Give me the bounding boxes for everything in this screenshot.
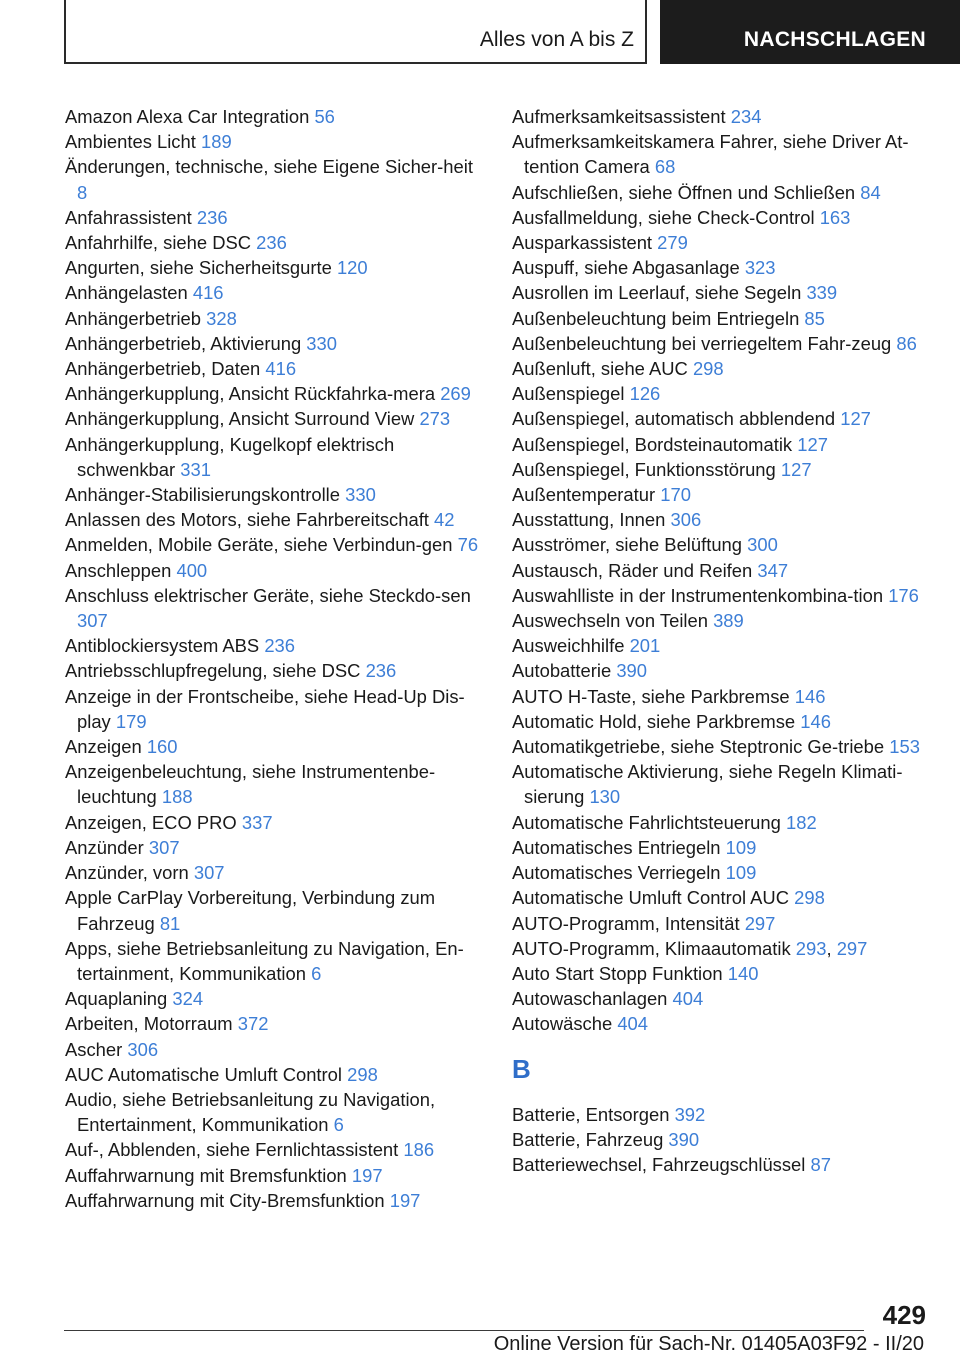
page-reference-link[interactable]: 400 (176, 559, 208, 581)
index-entry-term: Angurten, siehe Sicherheitsgurte (65, 257, 332, 279)
index-entry (512, 180, 932, 205)
index-entry (512, 1011, 932, 1036)
page-reference-link[interactable]: 328 (206, 307, 237, 329)
page-reference-link[interactable]: 189 (200, 131, 232, 153)
page-reference-link[interactable]: 146 (800, 710, 831, 732)
index-entry-term: Außenbeleuchtung bei verriegeltem Fahr‐zeug (512, 332, 892, 354)
index-entry (512, 1102, 932, 1127)
index-entry (65, 1037, 485, 1062)
index-entry-term: Anhängerbetrieb, Aktivierung (65, 332, 302, 354)
page-reference-link[interactable]: 42 (434, 509, 455, 531)
page-reference-link[interactable]: 416 (192, 282, 224, 304)
header-section-title: NACHSCHLAGEN (743, 28, 926, 51)
index-entry-term: Ambientes Licht (65, 131, 196, 153)
page-reference-link[interactable]: 127 (780, 458, 812, 480)
index-entry (512, 129, 932, 179)
page-reference-link[interactable]: 390 (668, 1128, 700, 1150)
page-reference-link[interactable]: 81 (159, 912, 181, 934)
index-entry (65, 356, 485, 381)
index-entry-term: Automatische Aktivierung, siehe Regeln Klimati‐sierung (512, 761, 903, 808)
index-entry (65, 205, 485, 230)
index-column-right (512, 104, 932, 1177)
index-entry (512, 986, 932, 1011)
index-entry-term: AUC Automatische Umluft Control (65, 1063, 342, 1085)
index-entry (512, 658, 932, 683)
page-reference-link[interactable]: 392 (674, 1103, 706, 1125)
index-entry-term: Anzeigen, ECO PRO (65, 811, 237, 833)
page-reference-link[interactable]: 84 (860, 181, 881, 203)
index-entry-term: Automatische Fahrlichtsteuerung (512, 811, 781, 833)
index-entry-term: Anzünder (65, 836, 144, 858)
index-entry-term: Anfahrassistent (65, 206, 192, 228)
page-reference-link[interactable]: 324 (172, 988, 204, 1010)
page-reference-link[interactable]: 307 (148, 836, 180, 858)
index-entry (512, 759, 932, 809)
index-entry (512, 911, 932, 936)
index-entry (65, 482, 485, 507)
index-entry (65, 936, 485, 986)
index-entry (65, 432, 485, 482)
index-entry (512, 961, 932, 986)
index-entry-term: Aquaplaning (65, 988, 168, 1010)
index-entry-term: Austausch, Räder und Reifen (512, 559, 753, 581)
index-entry-term: Audio, siehe Betriebsanleitung zu Navigation, Entertainment, Kommunikation (65, 1088, 436, 1136)
page-reference-link[interactable]: 120 (336, 257, 368, 279)
index-entries-b (512, 1102, 932, 1178)
page-number: 429 (882, 1300, 926, 1330)
index-entry-term: Außenbeleuchtung beim Entriegeln (512, 307, 800, 329)
index-entry (65, 230, 485, 255)
page-reference-link[interactable]: 234 (730, 106, 762, 127)
page-reference-link[interactable]: 347 (757, 559, 789, 581)
index-entry (512, 860, 932, 885)
index-entry-term: Anhängerkupplung, Ansicht Surround View (65, 408, 415, 430)
index-entry-term: Auffahrwarnung mit Bremsfunktion (65, 1164, 347, 1186)
index-entry (65, 810, 485, 835)
index-entry (512, 306, 932, 331)
page-reference-link[interactable]: 236 (196, 206, 228, 228)
index-entry (512, 885, 932, 910)
page-reference-link[interactable]: 416 (265, 358, 297, 380)
index-entry (65, 1163, 485, 1188)
index-entry-term: Anzeigen (65, 736, 142, 758)
page-reference-link[interactable]: 372 (237, 1013, 269, 1035)
page-reference-link[interactable]: 236 (365, 660, 397, 682)
page-reference-link[interactable]: 160 (146, 736, 178, 758)
page-reference-link[interactable]: 87 (810, 1153, 831, 1175)
index-entry (65, 885, 485, 935)
index-entry-term: Änderungen, technische, siehe Eigene Sicher‐heit (65, 156, 473, 178)
index-entry: AUTO-Programm, Klimaautomatik 293, 297 (512, 937, 868, 959)
index-entry-term: Anhängelasten (65, 282, 188, 304)
index-entry (512, 734, 932, 759)
index-entry (65, 154, 485, 204)
index-column-left (65, 104, 485, 1213)
page-reference-link[interactable]: 179 (115, 710, 147, 732)
page-reference-link[interactable]: 85 (804, 307, 825, 329)
index-entry-term: Anschluss elektrischer Geräte, siehe Steckdo‐sen (65, 584, 471, 606)
index-entry-term: Autobatterie (512, 660, 612, 682)
index-entry-term: Anhängerbetrieb, Daten (65, 358, 261, 380)
page-reference-link[interactable]: 146 (794, 685, 826, 707)
index-entry-term: Autowaschanlagen (512, 988, 668, 1010)
index-entry-term: Auto Start Stopp Funktion (512, 962, 723, 984)
index-entry (512, 104, 932, 129)
index-entry-term: Arbeiten, Motorraum (65, 1013, 233, 1035)
index-entry-term: Außenspiegel (512, 383, 625, 405)
index-entry (512, 709, 932, 734)
index-entry-term: Antiblockiersystem ABS (65, 635, 260, 657)
page-reference-link[interactable]: 176 (888, 584, 919, 606)
page-reference-link[interactable]: 182 (785, 811, 817, 833)
index-entry-term: Anzünder, vorn (65, 862, 189, 884)
footer-version-note: Online Version für Sach-Nr. 01405A03F92 - II/20 (493, 1333, 924, 1355)
index-entry-term: Automatische Umluft Control AUC (512, 887, 789, 909)
page-reference-link[interactable]: 140 (727, 962, 759, 984)
index-entry-term: Batterie, Entsorgen (512, 1103, 670, 1125)
index-entry (65, 306, 485, 331)
index-entry-term: Automatic Hold, siehe Parkbremse (512, 710, 796, 732)
page-reference-link[interactable]: 6 (311, 962, 322, 984)
index-entry-term: Anzeige in der Frontscheibe, siehe Head-Up Dis‐play (65, 685, 465, 732)
index-entry (65, 734, 485, 759)
page-reference-link[interactable]: 127 (840, 408, 871, 430)
index-entry-term: Autowäsche (512, 1013, 613, 1035)
index-entry (65, 583, 485, 633)
page-reference-link[interactable]: 56 (314, 106, 335, 127)
index-entry (512, 255, 932, 280)
page-reference-link[interactable]: 337 (241, 811, 273, 833)
index-entry (65, 1087, 485, 1137)
index-entry-term: Ausfallmeldung, siehe Check-Control (512, 206, 815, 228)
index-entry (512, 280, 932, 305)
index-entry (512, 558, 932, 583)
index-entry (512, 810, 932, 835)
index-entry-term: Anhänger-Stabilisierungskontrolle (65, 484, 340, 506)
page-reference-link[interactable]: 404 (617, 1013, 649, 1035)
index-entry (65, 835, 485, 860)
index-entry (65, 507, 485, 532)
index-entry (512, 406, 932, 431)
index-entry (65, 129, 485, 154)
index-entry-term: Ausrollen im Leerlauf, siehe Segeln (512, 282, 802, 304)
index-entry (512, 684, 932, 709)
index-entry-term: Batterie, Fahrzeug (512, 1128, 664, 1150)
index-entry-term: Automatisches Verriegeln (512, 862, 721, 884)
page-reference-link[interactable]: 236 (256, 232, 287, 254)
index-entry (65, 280, 485, 305)
index-entry-term: AUTO H-Taste, siehe Parkbremse (512, 685, 790, 707)
index-entry-term: Anhängerkupplung, Ansicht Rückfahrka‐mera (65, 383, 436, 405)
index-entry-term: Anmelden, Mobile Geräte, siehe Verbindun‐gen (65, 534, 453, 556)
page-reference-link[interactable]: 330 (306, 332, 337, 354)
index-entry (512, 608, 932, 633)
section-letter-b: B (512, 1053, 531, 1084)
index-entry-term: Auswahlliste in der Instrumentenkombina‐tion (512, 584, 884, 606)
index-entry (65, 558, 485, 583)
index-entry-term: Batteriewechsel, Fahrzeugschlüssel (512, 1153, 806, 1175)
index-entry-term: Außenluft, siehe AUC (512, 358, 688, 380)
page-reference-link[interactable]: 339 (806, 282, 838, 304)
index-entry-term: Ausparkassistent (512, 232, 653, 254)
index-entry (512, 633, 932, 658)
page-reference-link[interactable]: 197 (351, 1164, 383, 1186)
index-entry (65, 684, 485, 734)
index-entry-term: Ascher (65, 1038, 123, 1060)
page-reference-link[interactable]: 76 (457, 534, 479, 556)
index-entry (512, 482, 932, 507)
index-entry-term: AUTO-Programm, Klimaautomatik (512, 937, 791, 959)
index-entry (65, 104, 485, 129)
index-entry (65, 1137, 485, 1162)
index-entry-term: Automatikgetriebe, siehe Steptronic Ge‐triebe (512, 736, 885, 758)
page-reference-link[interactable]: 236 (264, 635, 296, 657)
index-entry (65, 255, 485, 280)
index-entry (512, 432, 932, 457)
index-entry (65, 633, 485, 658)
page-reference-link[interactable]: 298 (794, 887, 825, 909)
page-reference-link[interactable]: 279 (657, 232, 688, 254)
header-section-tab (660, 0, 960, 64)
page-reference-link[interactable]: 170 (660, 484, 691, 506)
page-reference-link[interactable]: 307 (193, 862, 225, 884)
index-entry (65, 986, 485, 1011)
index-entry-term: Auffahrwarnung mit City-Bremsfunktion (65, 1189, 385, 1211)
index-entry-term: Auspuff, siehe Abgasanlage (512, 257, 740, 279)
index-entry (512, 532, 932, 557)
page-reference-link[interactable]: 331 (180, 458, 211, 480)
index-entry-term: Außenspiegel, automatisch abblendend (512, 408, 836, 430)
index-entry (65, 381, 485, 406)
index-entry (512, 381, 932, 406)
index-entry-term: Außenspiegel, Bordsteinautomatik (512, 433, 793, 455)
index-entry-term: Anzeigenbeleuchtung, siehe Instrumentenbe‐leuchtung (65, 761, 436, 808)
index-entry (512, 205, 932, 230)
index-entry-term: Aufmerksamkeitsassistent (512, 106, 726, 127)
index-entry-term: Außenspiegel, Funktionsstörung (512, 458, 776, 480)
page-reference-link[interactable]: 298 (692, 358, 724, 380)
index-entry (65, 331, 485, 356)
index-entry (512, 583, 932, 608)
page-reference-link[interactable]: 186 (403, 1139, 435, 1161)
index-entry (65, 759, 485, 809)
index-entry-term: AUTO-Programm, Intensität (512, 912, 740, 934)
index-entry (65, 406, 485, 431)
page-reference-link[interactable]: 404 (672, 988, 704, 1010)
index-entry-term: Anhängerbetrieb (65, 307, 201, 329)
page-reference-link[interactable]: 269 (440, 383, 471, 405)
index-entry (65, 1011, 485, 1036)
index-entry-term: Aufschließen, siehe Öffnen und Schließen (512, 181, 856, 203)
index-entry-term: Anschleppen (65, 559, 172, 581)
page-reference-link[interactable]: 197 (389, 1189, 421, 1211)
index-entry-term: Anlassen des Motors, siehe Fahrbereitschaft (65, 509, 429, 531)
page-reference-link[interactable]: 389 (713, 610, 744, 632)
page-reference-link[interactable]: 126 (629, 383, 661, 405)
index-entry (512, 835, 932, 860)
page-reference-link[interactable]: 127 (797, 433, 828, 455)
index-entry (512, 230, 932, 255)
index-entry-term: Apple CarPlay Vorbereitung, Verbindung zum Fahrzeug (65, 887, 436, 934)
index-entries-a-continued (512, 104, 932, 1037)
page-reference-link[interactable]: 307 (77, 610, 108, 632)
index-entry-term: Auf-, Abblenden, siehe Fernlichtassistent (65, 1139, 399, 1161)
index-entry-term: Auswechseln von Teilen (512, 610, 708, 632)
page-reference-link[interactable]: 86 (896, 332, 917, 354)
page-reference-link[interactable]: 273 (419, 408, 451, 430)
header-section-subtitle: Alles von A bis Z (479, 28, 634, 51)
page-reference-link[interactable]: 300 (747, 534, 778, 556)
index-entry-term: Amazon Alexa Car Integration (65, 106, 310, 127)
index-entry-term: Ausströmer, siehe Belüftung (512, 534, 743, 556)
page-reference-link[interactable]: 306 (127, 1038, 159, 1060)
index-entry (512, 331, 932, 356)
index-entry (65, 1062, 485, 1087)
index-entry (512, 507, 932, 532)
page-reference-link[interactable]: 323 (744, 257, 776, 279)
index-entry (512, 457, 932, 482)
index-entry (512, 1152, 932, 1177)
index-entry-term: Außentemperatur (512, 484, 656, 506)
page-reference-link[interactable]: 163 (819, 206, 851, 228)
footer-rule (64, 1330, 864, 1331)
index-entry (65, 1188, 485, 1213)
page-reference-link[interactable]: 293 (795, 937, 827, 959)
page-reference-link[interactable]: 297 (744, 912, 776, 934)
page-reference-link[interactable]: 6 (333, 1114, 344, 1136)
page-reference-link[interactable]: 390 (616, 660, 647, 682)
page-reference-link[interactable]: 297 (836, 937, 868, 959)
index-entry-term: Antriebsschlupfregelung, siehe DSC (65, 660, 361, 682)
index-entry (65, 532, 485, 557)
index-entry (512, 356, 932, 381)
page-reference-link[interactable]: 306 (670, 509, 702, 531)
page-reference-link[interactable]: 8 (77, 181, 88, 203)
page-reference-link[interactable]: 188 (161, 786, 193, 808)
index-entry-term: Automatisches Entriegeln (512, 836, 721, 858)
page-reference-link[interactable]: 109 (725, 836, 757, 858)
index-entry-term: Ausstattung, Innen (512, 509, 666, 531)
page-reference-link[interactable]: 330 (345, 484, 376, 506)
index-entry-term: Anhängerkupplung, Kugelkopf elektrisch schwenkbar (65, 433, 395, 480)
index-entry (65, 658, 485, 683)
page-reference-link[interactable]: 201 (629, 635, 661, 657)
index-entry-term: Anfahrhilfe, siehe DSC (65, 232, 252, 254)
page-reference-link[interactable]: 298 (347, 1063, 378, 1085)
index-entry (512, 1127, 932, 1152)
page-reference-link[interactable]: 153 (889, 736, 920, 758)
page-reference-link[interactable]: 68 (654, 156, 676, 178)
index-entry-term: Apps, siehe Betriebsanleitung zu Navigation, En‐tertainment, Kommunikation (65, 937, 464, 984)
page-reference-link[interactable]: 130 (589, 786, 621, 808)
page-reference-link[interactable]: 109 (725, 862, 757, 884)
index-entry (65, 860, 485, 885)
index-entry-term: Ausweichhilfe (512, 635, 625, 657)
index-entry-term: Aufmerksamkeitskamera Fahrer, siehe Driver At‐tention Camera (512, 131, 909, 178)
